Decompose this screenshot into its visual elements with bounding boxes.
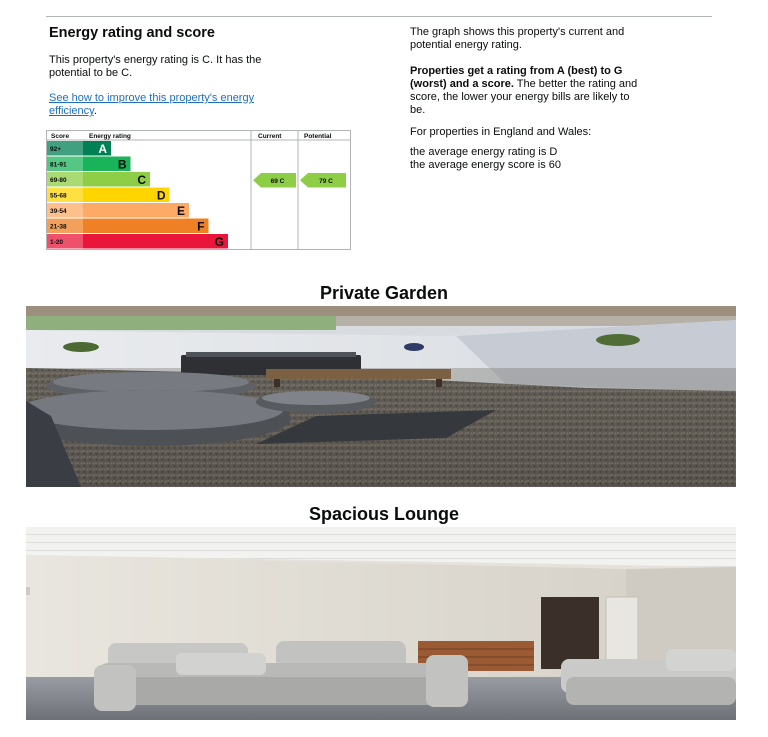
epc-band-f [83,219,209,234]
epc-header-rating: Energy rating [89,133,131,140]
epc-range-c: 69-80 [50,177,67,184]
top-divider [46,16,712,17]
epc-current-label: 69 C [270,178,285,185]
epc-header-score: Score [51,133,70,140]
epc-range-a: 92+ [50,146,62,153]
energy-summary: This property's energy rating is C. It has the potential to be C. [49,54,262,79]
epc-band-letter-a: A [98,142,107,156]
epc-band-g [83,234,228,249]
epc-band-letter-b: B [117,157,127,172]
epc-range-e: 39-54 [50,208,67,215]
epc-band-e [83,203,189,218]
region-note: For properties in England and Wales: [410,126,592,138]
graph-explanation: The graph shows this property's current and potential energy rating. [410,26,625,51]
garden-title: Private Garden [319,283,449,303]
epc-range-f: 21-38 [50,223,67,231]
garden-photo [26,306,736,487]
epc-potential-label: 79 C [319,178,333,185]
lounge-title: Spacious Lounge [308,504,459,524]
lounge-photo [26,527,736,720]
rating-explanation: Properties get a rating from A (best) to G (worst) and a score. The better the rating and score, the lower your energy bills are likely to be. [410,65,638,116]
epc-rating-chart [46,130,351,250]
epc-band-letter-e: E [176,204,185,218]
improve-efficiency-link[interactable]: See how to improve this property's energy efficiency. [49,92,255,117]
epc-band-letter-g: G [214,235,224,249]
epc-band-letter-d: D [156,188,166,203]
epc-range-b: 81-91 [50,161,67,169]
epc-header-potential: Potential [304,133,332,140]
energy-heading: Energy rating and score [49,25,215,41]
epc-header-current: Current [258,133,282,140]
garden-image [26,306,736,487]
lounge-image [26,527,736,720]
epc-range-d: 55-68 [50,192,67,200]
epc-band-letter-f: F [197,219,205,234]
average-ratings: the average energy rating is D the average energy score is 60 [410,146,562,171]
epc-range-g: 1-20 [50,239,64,246]
epc-band-letter-c: C [137,173,146,187]
